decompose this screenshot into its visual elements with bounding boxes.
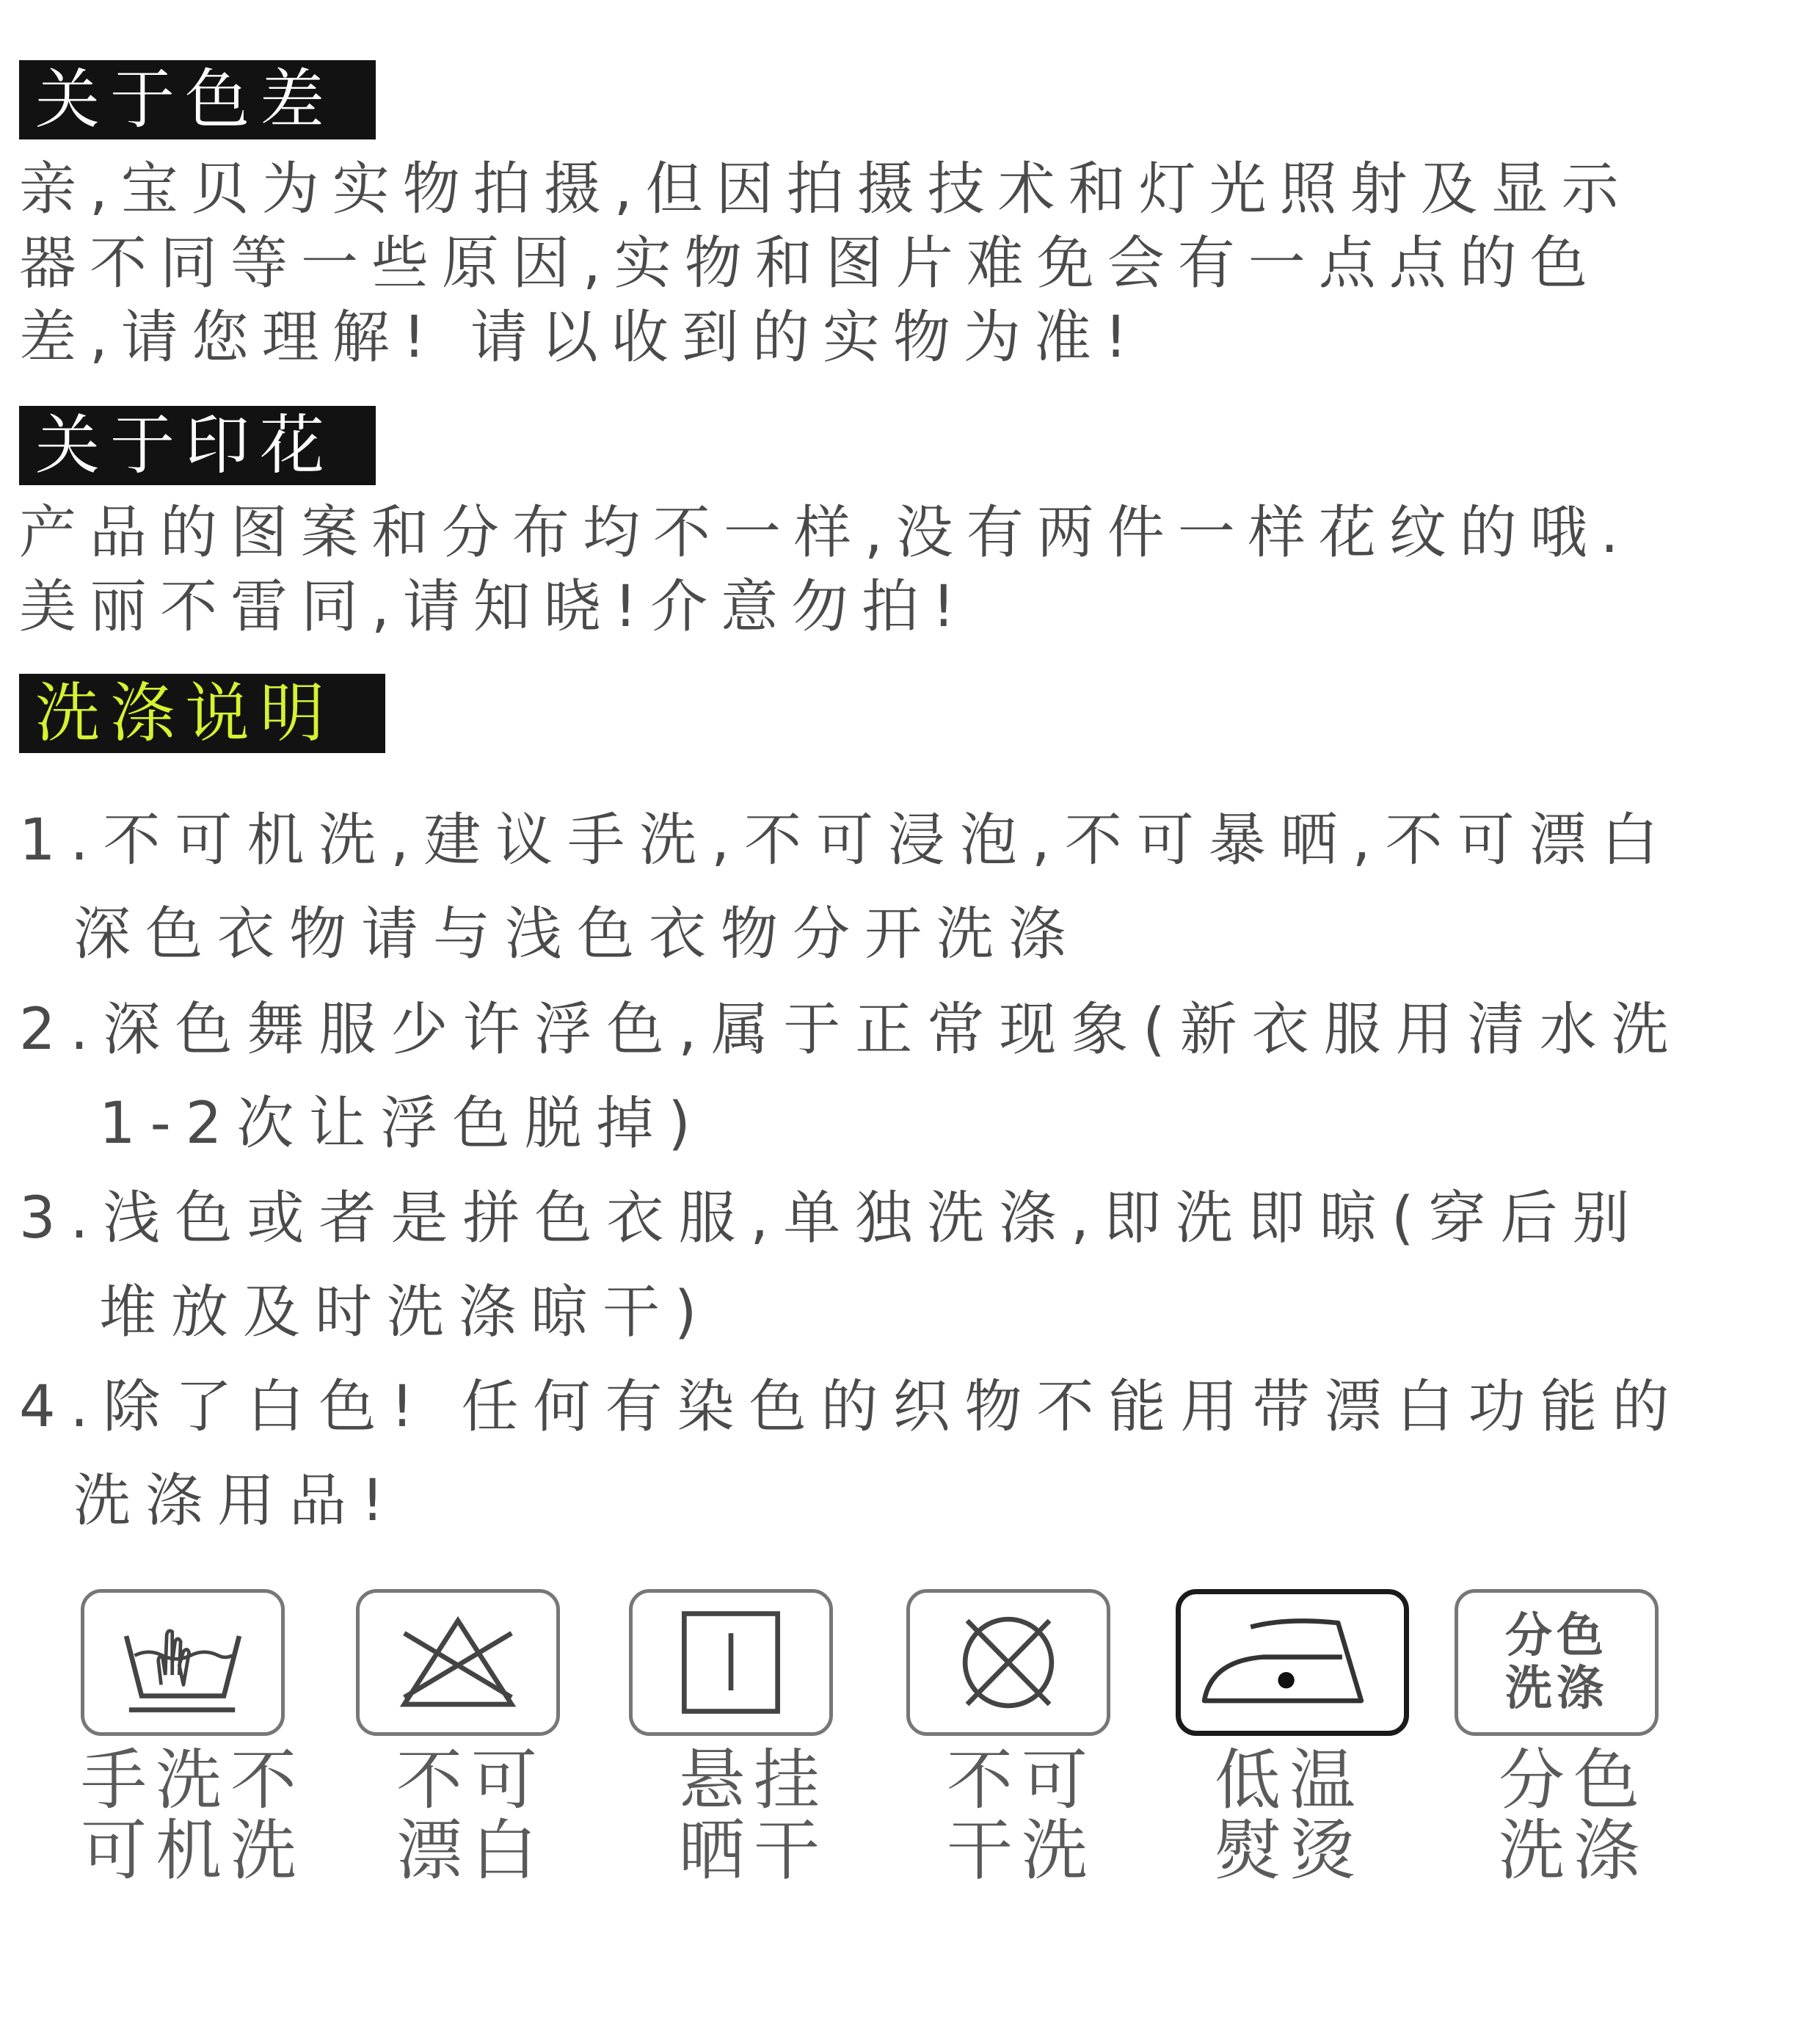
care-label-line: 手洗不 <box>81 1742 305 1819</box>
color-difference-text-line: 亲,宝贝为实物拍摄,但因拍摄技术和灯光照射及显示 <box>19 156 1632 222</box>
hang-dry-icon-graphic <box>633 1593 829 1732</box>
no-bleach-label <box>396 1742 616 1889</box>
wash-item-2-line-2: 1-2次让浮色脱掉) <box>99 1091 705 1157</box>
care-label-line: 熨烫 <box>1215 1812 1364 1889</box>
wash-item-1-line-2: 深色衣物请与浅色衣物分开洗涤 <box>73 901 1081 967</box>
care-label-line: 干洗 <box>947 1812 1096 1889</box>
care-label-line: 漂白 <box>396 1812 546 1889</box>
care-label-line: 低温 <box>1215 1742 1364 1819</box>
low-iron-icon <box>1176 1589 1409 1736</box>
low-iron-label <box>1215 1742 1435 1889</box>
no-bleach-icon <box>356 1589 560 1736</box>
hang-dry-icon <box>629 1589 833 1736</box>
wash-separately-icon <box>1455 1589 1659 1736</box>
hand-wash-icon-graphic <box>84 1593 281 1732</box>
no-dry-clean-icon <box>906 1589 1110 1736</box>
hand-wash-icon <box>81 1589 285 1736</box>
wash-item-4-line-2: 洗涤用品! <box>73 1468 399 1534</box>
wash-item-4-line-1: 4.除了白色! 任何有染色的织物不能用带漂白功能的 <box>19 1374 1684 1440</box>
wash-item-3-line-2: 堆放及时洗涤晾干) <box>99 1279 712 1345</box>
care-label-line: 不可 <box>396 1742 546 1819</box>
hang-dry-label <box>679 1742 899 1889</box>
print-text-line: 产品的图案和分布均不一样,没有两件一样花纹的哦. <box>19 500 1632 566</box>
no-dry-clean-label <box>947 1742 1167 1889</box>
wash-item-2-line-1: 2.深色舞服少许浮色,属于正常现象(新衣服用清水洗 <box>19 997 1684 1063</box>
wash-separately-icon-text: 洗涤 <box>1505 1662 1608 1716</box>
care-label-line: 悬挂 <box>679 1742 829 1819</box>
color-difference-heading: 关于色差 <box>19 60 376 139</box>
wash-item-1-line-1: 1.不可机洗,建议手洗,不可浸泡,不可暴晒,不可漂白 <box>19 807 1673 873</box>
print-text-line: 美丽不雷同,请知晓!介意勿拍! <box>19 574 969 640</box>
care-label-line: 分色 <box>1499 1742 1648 1819</box>
no-bleach-icon-graphic <box>360 1593 556 1732</box>
care-label-line: 不可 <box>947 1742 1096 1819</box>
care-label-line: 可机洗 <box>81 1812 305 1889</box>
hand-wash-label <box>81 1742 305 1889</box>
no-dry-clean-icon-graphic <box>910 1593 1107 1732</box>
washing-instructions-heading: 洗涤说明 <box>19 674 385 753</box>
wash-separately-label <box>1499 1742 1719 1889</box>
wash-separately-icon-text: 分色 <box>1505 1609 1608 1663</box>
wash-item-3-line-1: 3.浅色或者是拼色衣服,单独洗涤,即洗即晾(穿后别 <box>19 1185 1645 1251</box>
care-label-line: 晒干 <box>679 1812 829 1889</box>
low-iron-icon-graphic <box>1181 1594 1404 1731</box>
color-difference-text-line: 差,请您理解! 请以收到的实物为准! <box>19 305 1141 371</box>
color-difference-text-line: 器不同等一些原因,实物和图片难免会有一点点的色 <box>19 230 1601 297</box>
care-label-line: 洗涤 <box>1499 1812 1648 1889</box>
print-heading: 关于印花 <box>19 406 376 485</box>
